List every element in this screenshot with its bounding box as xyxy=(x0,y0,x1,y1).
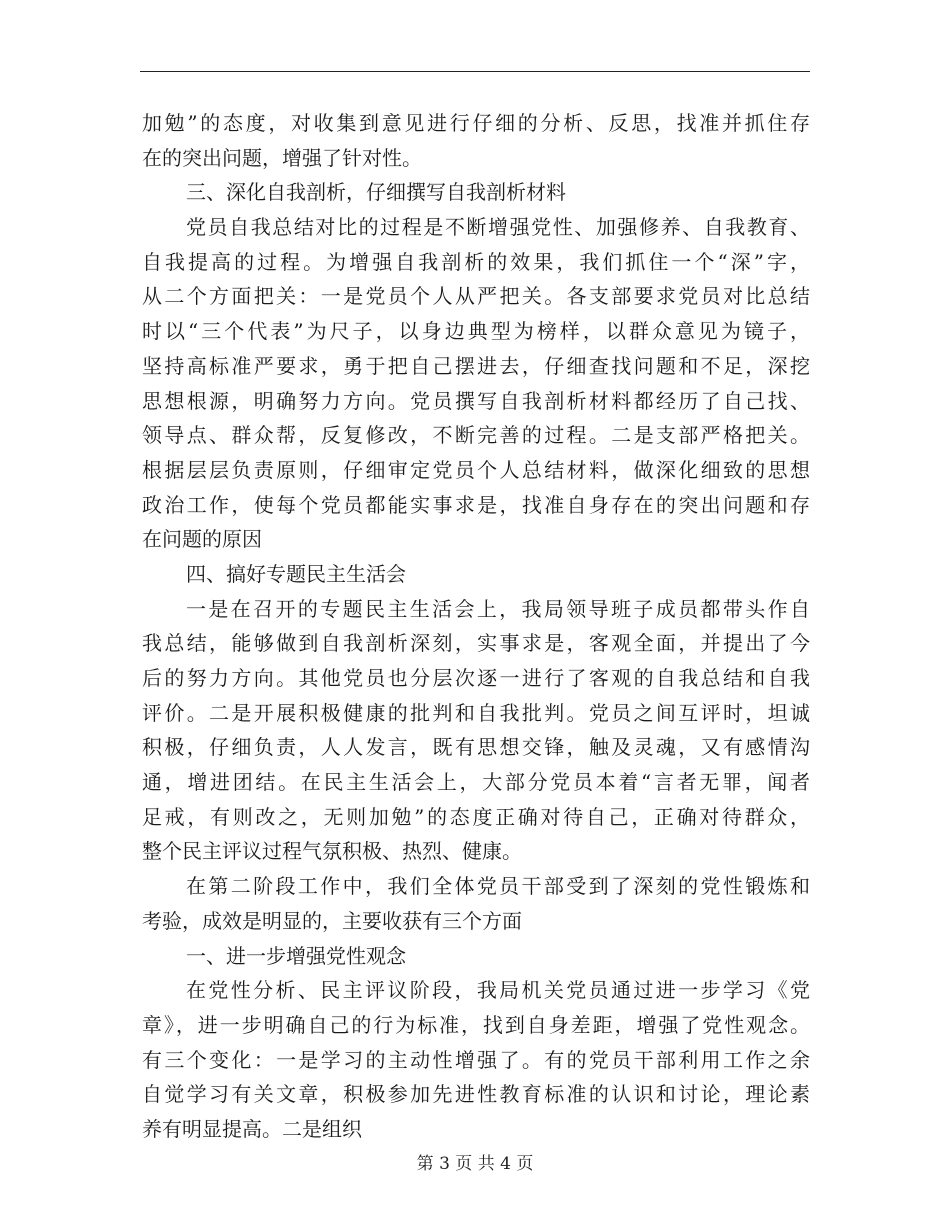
text-line: 一是在召开的专题民主生活会上，我局领导班子成员都带头作自 xyxy=(186,596,810,621)
text-line: 积极，仔细负责，人人发言，既有思想交锋，触及灵魂，又有感情沟 xyxy=(142,735,810,760)
text-line: 一、进一步增强党性观念 xyxy=(186,943,406,968)
text-line: 整个民主评议过程气氛积极、热烈、健康。 xyxy=(142,839,522,864)
text-line: 章》，进一步明确自己的行为标准，找到自身差距，增强了党性观念。 xyxy=(142,1012,810,1037)
text-line: 思想根源，明确努力方向。党员撰写自我剖析材料都经历了自己找、 xyxy=(142,388,810,413)
text-line: 自觉学习有关文章，积极参加先进性教育标准的认识和讨论，理论素 xyxy=(142,1082,810,1107)
text-line: 足戒，有则改之，无则加勉”的态度正确对待自己，正确对待群众， xyxy=(142,804,810,829)
text-line: 有三个变化：一是学习的主动性增强了。有的党员干部利用工作之余 xyxy=(142,1047,810,1072)
text-line: 养有明显提高。二是组织 xyxy=(142,1116,362,1141)
text-line: 四、搞好专题民主生活会 xyxy=(186,561,406,586)
text-line: 党员自我总结对比的过程是不断增强党性、加强修养、自我教育、 xyxy=(186,215,810,240)
text-line: 在第二阶段工作中，我们全体党员干部受到了深刻的党性锻炼和 xyxy=(186,874,810,899)
page-footer: 第 3 页 共 4 页 xyxy=(416,1154,534,1174)
text-line: 在党性分析、民主评议阶段，我局机关党员通过进一步学习《党 xyxy=(186,978,810,1003)
text-line: 自我提高的过程。为增强自我剖析的效果，我们抓住一个“深”字， xyxy=(142,249,810,274)
text-line: 三、深化自我剖析，仔细撰写自我剖析材料 xyxy=(186,180,566,205)
text-line: 从二个方面把关：一是党员个人从严把关。各支部要求党员对比总结 xyxy=(142,284,810,309)
text-line: 坚持高标准严要求，勇于把自己摆进去，仔细查找问题和不足，深挖 xyxy=(142,353,810,378)
header-rule xyxy=(140,71,810,72)
text-line: 评价。二是开展积极健康的批判和自我批判。党员之间互评时，坦诚 xyxy=(142,700,810,725)
text-line: 根据层层负责原则，仔细审定党员个人总结材料，做深化细致的思想 xyxy=(142,457,810,482)
document-body xyxy=(142,106,810,1147)
text-line: 领导点、群众帮，反复修改，不断完善的过程。二是支部严格把关。 xyxy=(142,423,810,448)
text-line: 政治工作，使每个党员都能实事求是，找准自身存在的突出问题和存 xyxy=(142,492,810,517)
text-line: 通，增进团结。在民主生活会上，大部分党员本着“言者无罪，闻者 xyxy=(142,770,810,795)
text-line: 加勉”的态度，对收集到意见进行仔细的分析、反思，找准并抓住存 xyxy=(142,111,810,135)
text-line: 在问题的原因 xyxy=(142,527,262,552)
text-line: 我总结，能够做到自我剖析深刻，实事求是，客观全面，并提出了今 xyxy=(142,631,810,656)
text-line: 考验，成效是明显的，主要收获有三个方面 xyxy=(142,908,522,933)
text-line: 在的突出问题，增强了针对性。 xyxy=(142,145,422,170)
text-line: 时以“三个代表”为尺子，以身边典型为榜样，以群众意见为镜子， xyxy=(142,319,810,344)
text-line: 后的努力方向。其他党员也分层次逐一进行了客观的自我总结和自我 xyxy=(142,666,810,690)
